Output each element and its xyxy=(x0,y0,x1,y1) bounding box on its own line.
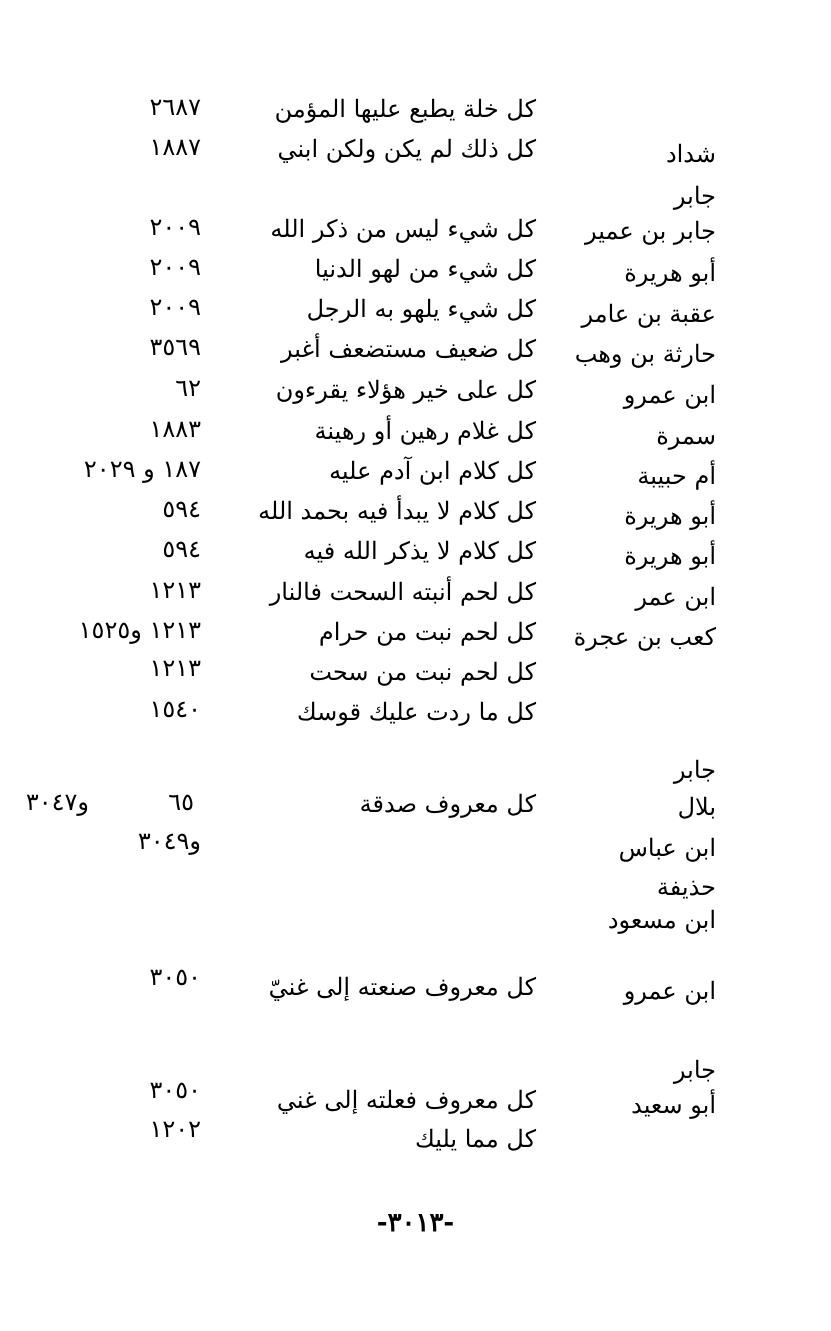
hadith-text: كل شيء من لهو الدنيا xyxy=(314,255,536,283)
hadith-text: كل ضعيف مستضعف أغبر xyxy=(281,335,536,363)
reference-number: ٢٠٠٩ xyxy=(149,253,201,281)
reference-number: ٦٢ xyxy=(175,374,201,402)
hadith-text: كل لحم نبت من سحت xyxy=(309,658,536,686)
reference-number: ١٥٤٠ xyxy=(149,695,201,723)
hadith-text: كل على خير هؤلاء يقرءون xyxy=(275,376,536,404)
narrator-name: حارثة بن وهب xyxy=(574,340,716,368)
reference-number: ١٨٨٣ xyxy=(149,415,201,443)
hadith-text: كل كلام لا يبدأ فيه بحمد الله xyxy=(258,497,536,525)
reference-number: ٢٠٠٩ xyxy=(149,293,201,321)
hadith-text: كل مما يليك xyxy=(415,1125,536,1153)
narrator-name: أبو هريرة xyxy=(624,259,716,287)
reference-number: ١٢١٣ xyxy=(149,654,201,682)
reference-number: و٣٠٤٧ xyxy=(25,788,89,816)
reference-number: ٥٩٤ xyxy=(162,495,201,523)
reference-number: ١٢١٣ xyxy=(149,576,201,604)
narrator-name: أم حبيبة xyxy=(637,462,716,490)
narrator-name: ابن مسعود xyxy=(607,906,716,934)
reference-number: ٢٠٠٩ xyxy=(149,213,201,241)
narrator-name: شداد xyxy=(665,140,716,168)
reference-number: ٣٠٥٠ xyxy=(149,963,201,991)
hadith-text: كل شيء ليس من ذكر الله xyxy=(270,215,536,243)
narrator-name: حذيفة xyxy=(656,873,716,901)
hadith-text: كل لحم نبت من حرام xyxy=(318,618,536,646)
reference-number: ١٢١٣ و١٥٢٥ xyxy=(78,616,201,644)
reference-number: و٣٠٤٩ xyxy=(137,827,201,855)
narrator-name: جابر xyxy=(673,1056,716,1084)
hadith-text: كل معروف صدقة xyxy=(359,790,536,818)
reference-number: ٦٥ xyxy=(168,788,194,816)
narrator-name: جابر بن عمير xyxy=(585,217,716,245)
narrator-name: ابن عمر xyxy=(635,583,716,611)
narrator-name: كعب بن عجرة xyxy=(573,623,716,651)
narrator-name: أبو سعيد xyxy=(631,1091,716,1119)
page-number: -٣٠١٣- xyxy=(376,1208,455,1238)
narrator-name: أبو هريرة xyxy=(624,542,716,570)
hadith-text: كل ما ردت عليك قوسك xyxy=(296,698,536,726)
narrator-name: بلال xyxy=(677,793,716,821)
narrator-name: ابن عمرو xyxy=(623,381,716,409)
hadith-text: كل معروف صنعته إلى غنيّ xyxy=(268,973,536,1001)
hadith-text: كل غلام رهين أو رهينة xyxy=(314,417,536,445)
narrator-name: عقبة بن عامر xyxy=(581,300,716,328)
reference-number: ٥٩٤ xyxy=(162,535,201,563)
reference-number: ١٨٨٧ xyxy=(149,133,201,161)
narrator-name: أبو هريرة xyxy=(624,502,716,530)
reference-number: ٣٥٦٩ xyxy=(149,333,201,361)
hadith-text: كل ذلك لم يكن ولكن ابني xyxy=(277,135,536,163)
narrator-name: ابن عمرو xyxy=(623,977,716,1005)
hadith-text: كل كلام ابن آدم عليه xyxy=(329,457,536,485)
reference-number: ٣٠٥٠ xyxy=(149,1076,201,1104)
reference-number: ١٨٧ و ٢٠٢٩ xyxy=(83,455,201,483)
hadith-text: كل كلام لا يذكر الله فيه xyxy=(303,537,536,565)
hadith-text: كل شيء يلهو به الرجل xyxy=(306,295,536,323)
narrator-name: جابر xyxy=(673,756,716,784)
hadith-text: كل خلة يطبع عليها المؤمن xyxy=(274,95,536,123)
hadith-text: كل معروف فعلته إلى غني xyxy=(276,1086,536,1114)
narrator-name: سمرة xyxy=(656,422,716,450)
narrator-name: ابن عباس xyxy=(618,834,716,862)
hadith-text: كل لحم أنبته السحت فالنار xyxy=(269,578,536,606)
reference-number: ١٢٠٢ xyxy=(149,1115,201,1143)
narrator-name: جابر xyxy=(673,182,716,210)
reference-number: ٢٦٨٧ xyxy=(149,93,201,121)
